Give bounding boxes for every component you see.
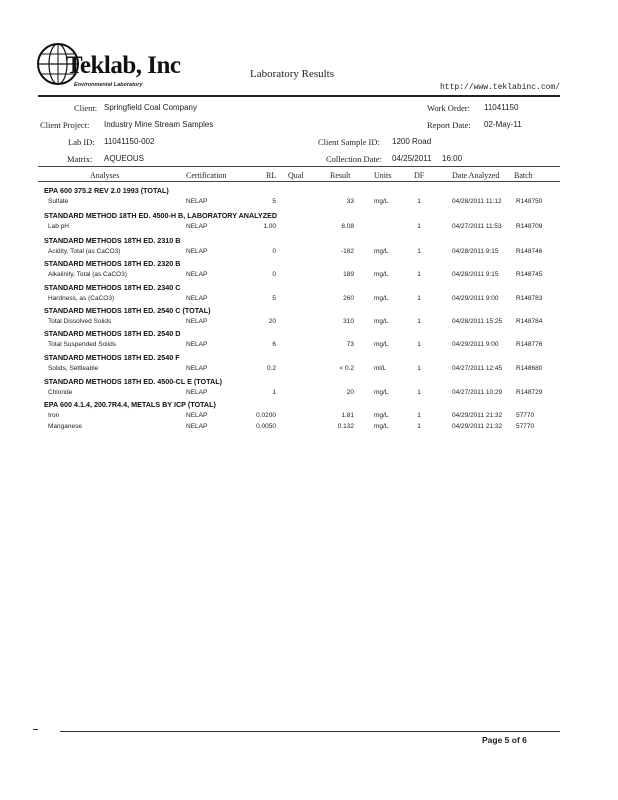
rl-cell: 0.0050	[256, 423, 276, 430]
matrix-value: AQUEOUS	[104, 154, 145, 163]
result-cell: 260	[343, 295, 354, 302]
cert-cell: NELAP	[186, 412, 208, 419]
batch-cell: R148745	[516, 271, 543, 278]
result-cell: 73	[346, 341, 354, 348]
rl-cell: 5	[272, 198, 276, 205]
df-cell: 1	[417, 198, 421, 205]
batch-cell: 57770	[516, 423, 535, 430]
method-heading: STANDARD METHODS 18TH ED. 2310 B	[44, 236, 181, 245]
header-divider	[38, 95, 560, 97]
analyte-cell: Lab pH	[48, 223, 69, 230]
col-units: Units	[374, 171, 392, 180]
units-cell: mg/L	[374, 341, 389, 348]
rl-cell: 0.0200	[256, 412, 276, 419]
df-cell: 1	[417, 318, 421, 325]
collection-time: 16:00	[442, 154, 463, 163]
method-heading: STANDARD METHOD 18TH ED. 4500-H B, LABORATORY ANALYZED	[44, 211, 278, 220]
date-cell: 04/27/2011 11:53	[452, 223, 502, 230]
df-cell: 1	[417, 223, 421, 230]
df-cell: 1	[417, 365, 421, 372]
units-cell: mg/L	[374, 389, 389, 396]
project-label: Client Project:	[40, 120, 90, 130]
sampleid-value: 1200 Road	[392, 137, 432, 146]
result-cell: 33	[346, 198, 354, 205]
date-cell: 04/29/2011 9:00	[452, 295, 499, 302]
analyte-cell: Alkalinity, Total (as CaCO3)	[48, 271, 127, 278]
result-cell: 189	[343, 271, 354, 278]
workorder-value: 11041150	[484, 103, 519, 112]
col-batch: Batch	[514, 171, 533, 180]
analyte-cell: Hardness, as (CaCO3)	[48, 295, 115, 302]
result-cell: 310	[343, 318, 354, 325]
result-cell: 20	[346, 389, 354, 396]
df-cell: 1	[417, 412, 421, 419]
method-heading: STANDARD METHODS 18TH ED. 4500-CL E (TOTAL)	[44, 377, 222, 386]
date-cell: 04/28/2011 9:15	[452, 271, 499, 278]
analyte-cell: Sulfate	[48, 198, 69, 205]
sampleid-label: Client Sample ID:	[318, 137, 380, 147]
df-cell: 1	[417, 341, 421, 348]
batch-cell: R148729	[516, 389, 543, 396]
col-df: DF	[414, 171, 425, 180]
collection-label: Collection Date:	[326, 154, 382, 164]
page-number: Page 5 of 6	[482, 735, 527, 745]
df-cell: 1	[417, 271, 421, 278]
info-divider	[38, 166, 560, 167]
df-cell: 1	[417, 389, 421, 396]
method-heading: EPA 600 4.1.4, 200.7R4.4, METALS BY ICP (TOTAL)	[44, 400, 216, 409]
date-cell: 04/28/2011 9:15	[452, 248, 499, 255]
project-value: Industry Mine Stream Samples	[104, 120, 214, 129]
reportdate-value: 02-May-11	[484, 120, 522, 129]
rl-cell: 5	[272, 295, 276, 302]
df-cell: 1	[417, 248, 421, 255]
result-cell: < 0.2	[339, 365, 354, 372]
batch-cell: R148750	[516, 198, 543, 205]
date-cell: 04/27/2011 10:29	[452, 389, 503, 396]
result-cell: 8.08	[341, 223, 354, 230]
method-heading: STANDARD METHODS 18TH ED. 2340 C	[44, 283, 181, 292]
cert-cell: NELAP	[186, 365, 208, 372]
method-heading: STANDARD METHODS 18TH ED. 2540 C (TOTAL)	[44, 306, 211, 315]
col-date-analyzed: Date Analyzed	[452, 171, 500, 180]
collection-value: 04/25/2011	[392, 154, 432, 163]
units-cell: mg/L	[374, 412, 389, 419]
cert-cell: NELAP	[186, 423, 208, 430]
result-cell: 1.81	[341, 412, 354, 419]
method-heading: STANDARD METHODS 18TH ED. 2320 B	[44, 259, 181, 268]
cert-cell: NELAP	[186, 295, 208, 302]
analyte-cell: Total Dissolved Solids	[48, 318, 112, 325]
units-cell: ml/L	[374, 365, 387, 372]
logo-tagline: Environmental Laboratory	[74, 82, 143, 88]
analyte-cell: Acidity, Total (as CaCO3)	[48, 248, 121, 255]
analyte-cell: Solids, Settleable	[48, 365, 99, 372]
table-header-divider	[38, 181, 560, 182]
col-analyses: Analyses	[90, 171, 120, 180]
batch-cell: 57770	[516, 412, 535, 419]
analyte-cell: Manganese	[48, 423, 82, 430]
rl-cell: 0	[272, 248, 276, 255]
df-cell: 1	[417, 423, 421, 430]
col-qual: Qual	[288, 171, 304, 180]
batch-cell: R148709	[516, 223, 543, 230]
cert-cell: NELAP	[186, 389, 208, 396]
matrix-label: Matrix:	[67, 154, 93, 164]
analyte-cell: Chloride	[48, 389, 73, 396]
analyte-cell: Total Suspended Solids	[48, 341, 116, 348]
col-result: Result	[330, 171, 351, 180]
units-cell: mg/L	[374, 271, 389, 278]
cert-cell: NELAP	[186, 223, 208, 230]
rl-cell: 0	[272, 271, 276, 278]
page-title: Laboratory Results	[250, 68, 335, 80]
analyte-cell: Iron	[48, 412, 60, 419]
units-cell: mg/L	[374, 318, 389, 325]
reportdate-label: Report Date:	[427, 120, 471, 130]
units-cell: mg/L	[374, 248, 389, 255]
date-cell: 04/29/2011 21:32	[452, 423, 503, 430]
footer-divider	[60, 731, 560, 732]
method-heading: EPA 600 375.2 REV 2.0 1993 (TOTAL)	[44, 186, 169, 195]
cert-cell: NELAP	[186, 198, 208, 205]
cert-cell: NELAP	[186, 271, 208, 278]
website-link[interactable]: http://www.teklabinc.com/	[440, 83, 561, 92]
batch-cell: R148746	[516, 248, 543, 255]
units-cell: mg/L	[374, 198, 389, 205]
col-certification: Certification	[186, 171, 227, 180]
batch-cell: R148776	[516, 341, 543, 348]
rl-cell: 1.00	[263, 223, 276, 230]
logo-name: Teklab, Inc	[66, 52, 181, 79]
result-cell: -182	[340, 248, 354, 255]
rl-cell: 1	[272, 389, 276, 396]
teklab-logo	[36, 42, 186, 92]
labid-value: 11041150-002	[104, 137, 155, 146]
batch-cell: R148784	[516, 318, 543, 325]
rl-cell: 20	[268, 318, 276, 325]
units-cell: mg/L	[374, 295, 389, 302]
df-cell: 1	[417, 295, 421, 302]
batch-cell: R148783	[516, 295, 543, 302]
cert-cell: NELAP	[186, 341, 208, 348]
client-value: Springfield Coal Company	[104, 103, 197, 112]
client-label: Client:	[74, 103, 98, 113]
result-cell: 0.132	[337, 423, 354, 430]
cert-cell: NELAP	[186, 248, 208, 255]
method-heading: STANDARD METHODS 18TH ED. 2540 D	[44, 329, 181, 338]
col-rl: RL	[266, 171, 277, 180]
date-cell: 04/29/2011 21:32	[452, 412, 503, 419]
units-cell: mg/L	[374, 423, 389, 430]
rl-cell: 6	[272, 341, 276, 348]
footer-mark	[33, 729, 38, 730]
date-cell: 04/28/2011 11:12	[452, 198, 502, 205]
workorder-label: Work Order:	[427, 103, 470, 113]
labid-label: Lab ID:	[68, 137, 95, 147]
date-cell: 04/29/2011 9:00	[452, 341, 499, 348]
date-cell: 04/27/2011 12:45	[452, 365, 503, 372]
rl-cell: 0.2	[266, 365, 276, 372]
batch-cell: R148680	[516, 365, 543, 372]
date-cell: 04/28/2011 15:25	[452, 318, 503, 325]
method-heading: STANDARD METHODS 18TH ED. 2540 F	[44, 353, 180, 362]
cert-cell: NELAP	[186, 318, 208, 325]
